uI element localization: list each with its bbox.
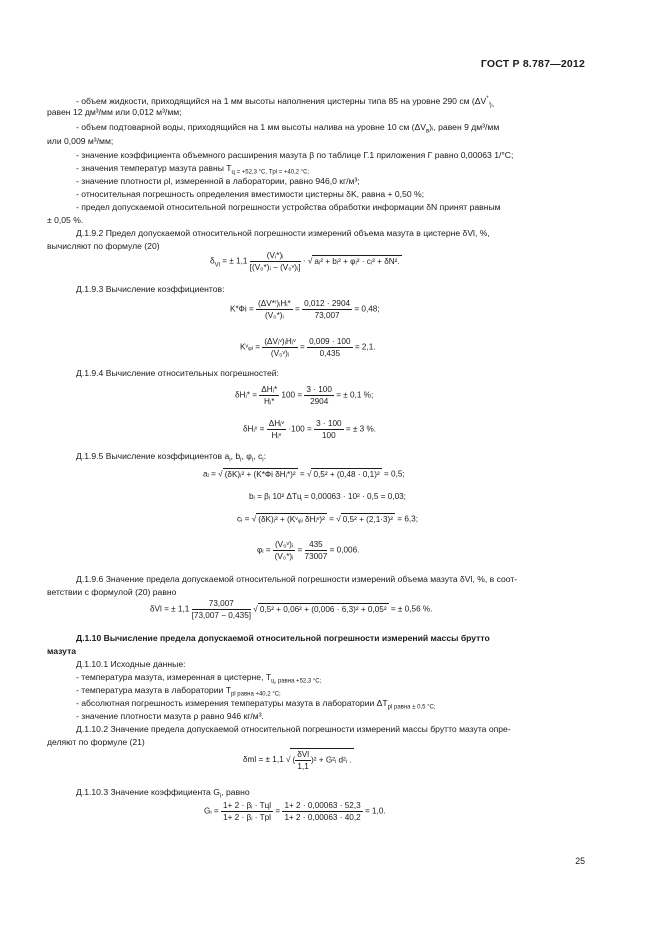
f-frac xyxy=(221,800,273,823)
f-frac xyxy=(305,539,328,562)
f-part: 0,009 · 100 xyxy=(309,337,351,346)
f-part: (V₀*)ᵢ xyxy=(274,552,294,561)
f-part: 3 · 100 xyxy=(316,419,342,428)
f-part: = xyxy=(329,514,334,524)
f-part: = ± 0,56 %. xyxy=(390,604,433,614)
f-part: [73,007 − 0,435] xyxy=(191,611,252,620)
text-span: - абсолютная погрешность измерения температуры мазута в лаборатории ΔT xyxy=(76,698,388,708)
f-frac xyxy=(256,298,293,321)
f-frac xyxy=(273,539,295,562)
f-part: ᵢ*)ᵢ xyxy=(274,251,284,260)
f-part: = ± 1,1 xyxy=(222,256,248,266)
f-part: (V₀ᵛ)ᵢ xyxy=(270,349,290,358)
f-frac xyxy=(262,336,297,359)
formula-phi: φᵢ = $\frac{\text{(V₀ᵛ)ᵢ}}{\text{(V₀*)ᵢ}}$ = $\frac{435}{73007}$ = 0,006. xyxy=(257,540,360,561)
formula-dh1 xyxy=(235,384,373,407)
text-tail: )ᵢ, равен 9 дм³/мм xyxy=(429,122,500,132)
f-part: (V₀ᵛ)ᵢ xyxy=(274,540,294,549)
f-part: 73,007 xyxy=(192,598,251,610)
f-sqrt: 0,5² + (0,48 · 0,1)² xyxy=(313,470,380,479)
section-1-9-6 xyxy=(76,574,517,585)
f-part: 73,007 xyxy=(314,311,340,320)
text-line-3: - объем подтоварной воды, приходящийся на 1 мм высоты налива на уровне 10 см $(\Delta V_в)ᵢ$, равен 9 дм³/мм xyxy=(76,122,500,135)
f-part: 0,435 xyxy=(319,349,341,358)
section-1-10-title: Д.1.10 Вычисление предела допускаемой относительной погрешности измерений массы брутто xyxy=(76,633,490,643)
f-part: = ± 0,1 %; xyxy=(336,390,374,400)
text-line-4: или 0,009 м³/мм; xyxy=(47,136,114,146)
f-part: φᵢ = xyxy=(257,545,271,555)
f-part: = 0,006. xyxy=(329,545,360,555)
text-line-8 xyxy=(76,189,424,200)
f-frac xyxy=(192,598,251,621)
f-frac xyxy=(302,298,352,321)
text-span: - объем жидкости, приходящийся на 1 мм высоты наполнения цистерны типа 85 на уровне 290 см (ΔV xyxy=(76,95,487,106)
f-part: + G²ᵢ d²ᵢ . xyxy=(318,755,352,765)
f-part: (V₀*)ᵢ xyxy=(264,311,284,320)
text-tail: l, измеренной в лаборатории, равно 946,0 кг/м³; xyxy=(168,176,360,186)
f-frac xyxy=(304,384,334,407)
text-span: - значение плотности ρ xyxy=(76,176,169,186)
text-span: - значения температур мазута равны T xyxy=(76,163,232,173)
formula-c: cᵢ = √ (δK)ᵢ² + (Kᵛᵩᵢ δHᵢᵛ)² = √ 0,5² + (2,1·3)² = 6,3; xyxy=(237,514,418,524)
f-sqrt: ( $\frac{\text{δVl}}{1,1}$ )² + G²ᵢ d²ᵢ . xyxy=(292,750,352,771)
text-tail: K, равна + 0,50 %; xyxy=(350,189,425,199)
section-1-10-2: Д.1.10.2 Значение предела допускаемой относительной погрешности измерений массы брутто мазута опре- xyxy=(76,724,511,734)
text-tail: рl равна +40,2 °С; xyxy=(230,691,281,698)
f-part: 100 xyxy=(321,431,336,440)
formula-dh2 xyxy=(243,418,376,441)
f-part: (ΔV*ⁱ)ᵢHᵢ* xyxy=(258,299,291,308)
f-part: = 0,48; xyxy=(354,304,380,314)
section-1-10-2-cont: деляют по формуле (21) xyxy=(47,737,145,747)
text-span: Д.1.9.5 Вычисление коэффициентов a xyxy=(76,451,230,461)
section-1-9-5: Д.1.9.5 Вычисление коэффициентов $a_i$, $b_i$, $\varphi_i$, $c_i$: xyxy=(76,451,267,464)
text-span: Д.1.9.6 Значение предела допускаемой относительной погрешности измерений объема мазута δ xyxy=(76,574,465,584)
f-part: δVl xyxy=(297,750,310,759)
f-frac xyxy=(282,800,362,823)
text-span: - относительная погрешность определения вместимости цистерны δ xyxy=(76,189,351,199)
formula-20: $\delta_{Vl}$ = ± 1,1 $\frac{\text{(Vᵢ*)ᵢ}}{\text{[(V₀*)ᵢ − (V₀ᵛ)ᵢ]}}$ · √ aᵢ² + bᵢ² + φᵢ² · cᵢ² + δN². xyxy=(210,251,400,272)
f-part: 100 = xyxy=(281,390,303,400)
f-part: 1,1 xyxy=(297,762,309,771)
section-1-9-3: Д.1.9.3 Вычисление коэффициентов: xyxy=(76,284,225,294)
text-tail: Vl, %, в соот- xyxy=(464,574,518,584)
f-part: = xyxy=(299,469,305,479)
section-1-10-3: Д.1.10.3 Значение коэффициента $G_i$, равно xyxy=(76,787,250,800)
f-frac xyxy=(250,250,301,273)
text-span: Д.1.9.2 Предел допускаемой относительной погрешности измерений объема мазута в цистерне δ xyxy=(76,228,468,238)
f-part: ·100 = xyxy=(288,424,312,434)
f-sqrt: 0,5² + (2,1·3)² xyxy=(342,515,393,524)
f-part: ΔHᵢᵛ xyxy=(268,419,285,428)
f-sqrt: aᵢ² + bᵢ² + φᵢ² · cᵢ² + δN². xyxy=(314,257,400,266)
formula-b: bᵢ = βᵢ 10² ΔTц = 0,00063 · 10² · 0,5 = 0,03; xyxy=(249,492,406,501)
f-sqrt: 0,5² + 0,06² + (0,006 · 6,3)² + 0,05² xyxy=(259,605,387,614)
section-1-9-2 xyxy=(76,228,490,239)
f-frac xyxy=(295,749,311,772)
text-line-10: ± 0,05 %. xyxy=(47,215,84,225)
text-tail: рl равна ± 0,5 °С; xyxy=(387,704,436,711)
f-part: (ΔVᵢᵛ)ᵢHᵢᵛ xyxy=(264,337,296,346)
f-part: 2904 xyxy=(310,397,329,406)
document-header: ГОСТ Р 8.787—2012 xyxy=(480,58,585,70)
f-part: = 0,5; xyxy=(383,469,405,479)
section-1-9-4: Д.1.9.4 Вычисление относительных погрешностей: xyxy=(76,368,279,378)
item-4: - значение плотности мазута ρ равно 946 кг/м³. xyxy=(76,711,264,721)
formula-a: aᵢ = √ (δK)ᵢ² + (K*Фi δHᵢ*)² = √ 0,5² + (0,48 · 0,1)² = 0,5; xyxy=(203,469,405,479)
f-part: 1+ 2 · 0,00063 · 52,3 xyxy=(284,801,361,810)
page-number: 25 xyxy=(575,856,585,866)
f-part: 1+ 2 · 0,00063 · 40,2 xyxy=(284,813,361,822)
text-line-5: - значение коэффициента объемного расширения мазута β по таблице Г.1 приложения Г равно 0,00063 1/°С; xyxy=(76,150,514,160)
f-frac xyxy=(259,384,279,407)
f-part: 435 xyxy=(305,539,328,551)
f-part: = xyxy=(275,806,281,816)
text-span: Д.1.10.3 Значение коэффициента G xyxy=(76,787,220,797)
f-frac xyxy=(314,418,344,441)
text-span: - температура мазута, измеренная в цистерне, T xyxy=(76,672,272,682)
f-frac xyxy=(267,418,286,441)
section-1-9-6-cont: ветствии с формулой (20) равно xyxy=(47,587,177,597)
text-line-7 xyxy=(76,176,360,187)
f-part: Kᵛᵩᵢ = xyxy=(240,342,261,352)
text-tail: рl = +40,2 °С; xyxy=(272,169,310,176)
f-sqrt: (δK)ᵢ² + (K*Фi δHᵢ*)² xyxy=(224,470,296,479)
text-tail: ⁱ)ᵢ, xyxy=(488,102,495,109)
text-span: - температура мазута в лаборатории T xyxy=(76,685,231,695)
f-frac xyxy=(307,336,352,359)
f-part: = 1,0. xyxy=(364,806,386,816)
text-line-9: - предел допускаемой относительной погрешности устройства обработки информации δN принят равным xyxy=(76,202,501,212)
f-part: δHᵢ* = xyxy=(235,390,257,400)
f-part: δVl = ± 1,1 xyxy=(150,604,190,614)
text-tail: Vl, %, xyxy=(467,228,490,238)
section-1-10-title-cont: мазута xyxy=(47,646,77,656)
section-1-10-1: Д.1.10.1 Исходные данные: xyxy=(76,659,186,669)
f-part: δml = ± 1,1 xyxy=(243,755,284,765)
f-part: ΔHᵢ* xyxy=(261,385,278,394)
text-line-1: - объем жидкости, приходящийся на 1 мм высоты наполнения цистерны типа 85 на уровне 290 см ($\Delta V^*_{^i)ᵢ,}$ xyxy=(76,95,495,109)
f-part: (V xyxy=(266,251,275,260)
text-tail: ц = +52,3 °С, T xyxy=(231,169,273,176)
text-span: - объем подтоварной воды, приходящийся на 1 мм высоты налива на уровне 10 см (ΔV xyxy=(76,122,426,132)
f-part: 0,012 · 2904 xyxy=(304,299,351,308)
formula-kfi: K*Фi = $\frac{\text{(ΔV*ⁱ)ᵢHᵢ*}}{\text{(V₀*)ᵢ}}$ = $\frac{0,012 \cdot 2904}{73,007}$ = 0,48; xyxy=(230,299,380,320)
f-sqrt: (δK)ᵢ² + (Kᵛᵩᵢ δHᵢᵛ)² xyxy=(258,515,325,524)
f-part: 1+ 2 · βᵢ · Tрl xyxy=(223,813,271,822)
f-part: 3 · 100 xyxy=(306,385,332,394)
f-part: K*Фi = xyxy=(230,304,254,314)
formula-20-values: δVl = ± 1,1 $\frac{73,007}{[73,007 - 0,435]}$ √ 0,5² + 0,06² + (0,006 · 6,3)² + 0,05² = ± 0,56 %. xyxy=(150,599,433,620)
f-part: [(V₀*)ᵢ − (V₀ᵛ)ᵢ] xyxy=(249,263,301,272)
formula-21: δml = ± 1,1 √( $\frac{\text{δVl}}{1,1}$ )² + G²ᵢ d²ᵢ . xyxy=(243,750,352,771)
f-part: δHᵢᵛ = xyxy=(243,424,265,434)
f-part: δ xyxy=(210,256,215,266)
text-line-2: равен 12 дм³/мм или 0,012 м³/мм; xyxy=(47,107,182,117)
f-part: cᵢ = xyxy=(237,514,250,524)
section-1-9-2-cont: вычисляют по формуле (20) xyxy=(47,241,160,251)
f-part: Vl xyxy=(214,262,220,269)
text-tail: ц, равна +52,3 °С; xyxy=(271,678,322,685)
f-part: 73007 xyxy=(304,552,328,561)
f-part: Gᵢ = xyxy=(204,806,219,816)
f-part: Hᵢᵛ xyxy=(271,431,282,440)
f-part: Hᵢ* xyxy=(264,397,275,406)
formula-g xyxy=(204,800,386,823)
formula-kvi: Kᵛᵩᵢ = $\frac{\text{(ΔVᵢᵛ)ᵢHᵢᵛ}}{\text{(V₀ᵛ)ᵢ}}$ = $\frac{0,009 \cdot 100}{0,435}$ = 2,1. xyxy=(240,337,376,358)
f-part: 1+ 2 · βᵢ · Tцl xyxy=(223,801,272,810)
f-part: = ± 3 %. xyxy=(345,424,377,434)
f-part: = 6,3; xyxy=(397,514,418,524)
f-part: = 2,1. xyxy=(354,342,376,352)
f-part: aᵢ = xyxy=(203,469,216,479)
